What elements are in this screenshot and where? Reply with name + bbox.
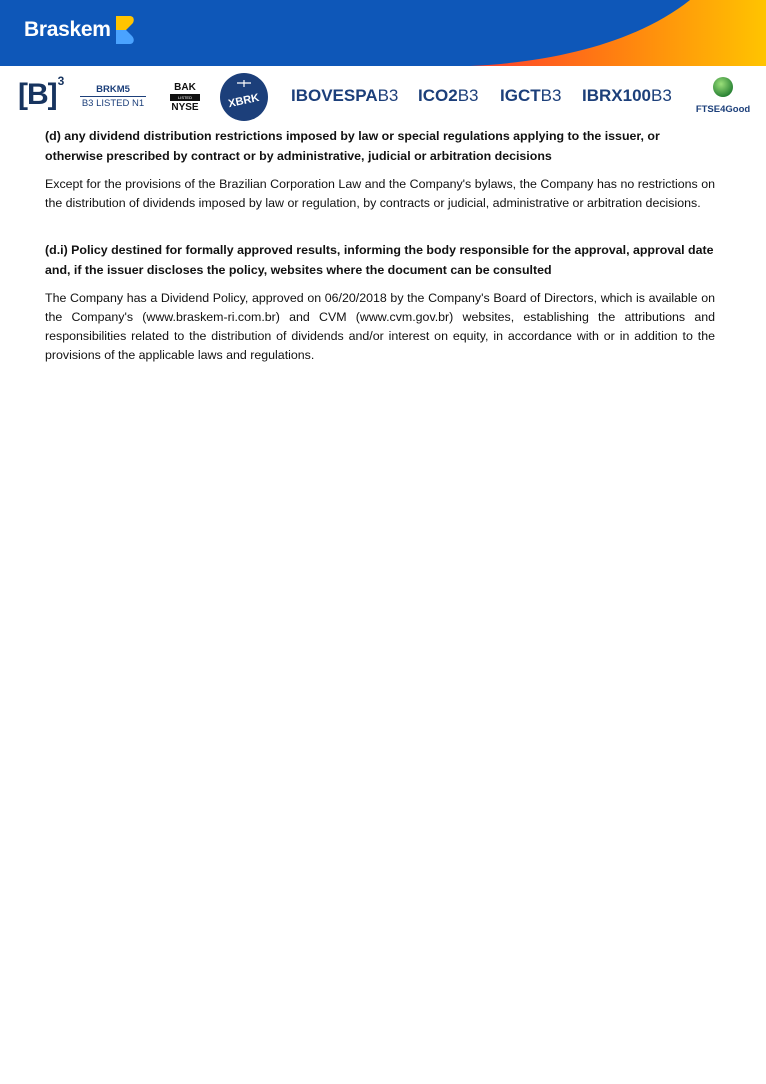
svg-text:XBRK: XBRK bbox=[227, 91, 261, 111]
b3-logo: $[B]^3$ bbox=[18, 74, 64, 111]
brkm5-logo: BRKM5 B3 LISTED N1 bbox=[81, 84, 145, 109]
ico2-logo: ICO2B3 bbox=[418, 86, 479, 105]
section-body-d-i: The Company has a Dividend Policy, approved on 06/20/2018 by the Company's Board of Directors, which is available on the Company's (www.braskem-ri.com.br) and CVM (www.cvm.gov.br) websites, establishing the attributions and responsibilities related to the distribution of dividends and/or interest on equity, in accordance with or in addition to the provisions of the applicable laws and regulations. bbox=[45, 291, 715, 362]
nyse-bak-logo: BAK LISTED NYSE bbox=[171, 82, 199, 113]
section-heading-d-i: (d.i) Policy destined for formally approved results, informing the body responsible for the approval, approval date and, if the issuer discloses the policy, websites where the document can be consulted bbox=[45, 243, 714, 277]
xbrl-badge bbox=[219, 72, 269, 122]
page-header bbox=[0, 0, 766, 66]
section-heading-d: (d) any dividend distribution restrictions imposed by law or special regulations applying to the issuer, or otherwise prescribed by contract or by administrative, judicial or arbitration decisions bbox=[45, 129, 660, 163]
brand-name: Braskem bbox=[24, 18, 111, 41]
igct-logo: IGCTB3 bbox=[500, 86, 562, 105]
section-body-d: Except for the provisions of the Brazilian Corporation Law and the Company's bylaws, the Company has no restrictions on the distribution of dividends imposed by law or regulation, by contracts or judicial, administrative or arbitration decisions. bbox=[45, 177, 715, 210]
document-body bbox=[45, 127, 715, 365]
ftse4good-logo: FTSE4Good bbox=[692, 76, 754, 115]
braskem-mark-icon bbox=[114, 15, 136, 45]
braskem-logo bbox=[24, 14, 136, 46]
globe-icon bbox=[711, 76, 735, 98]
ibrx100-logo: IBRX100B3 bbox=[582, 86, 672, 105]
ibovespa-logo: IBOVESPAB3 bbox=[291, 86, 399, 105]
index-logos-strip bbox=[0, 66, 766, 124]
